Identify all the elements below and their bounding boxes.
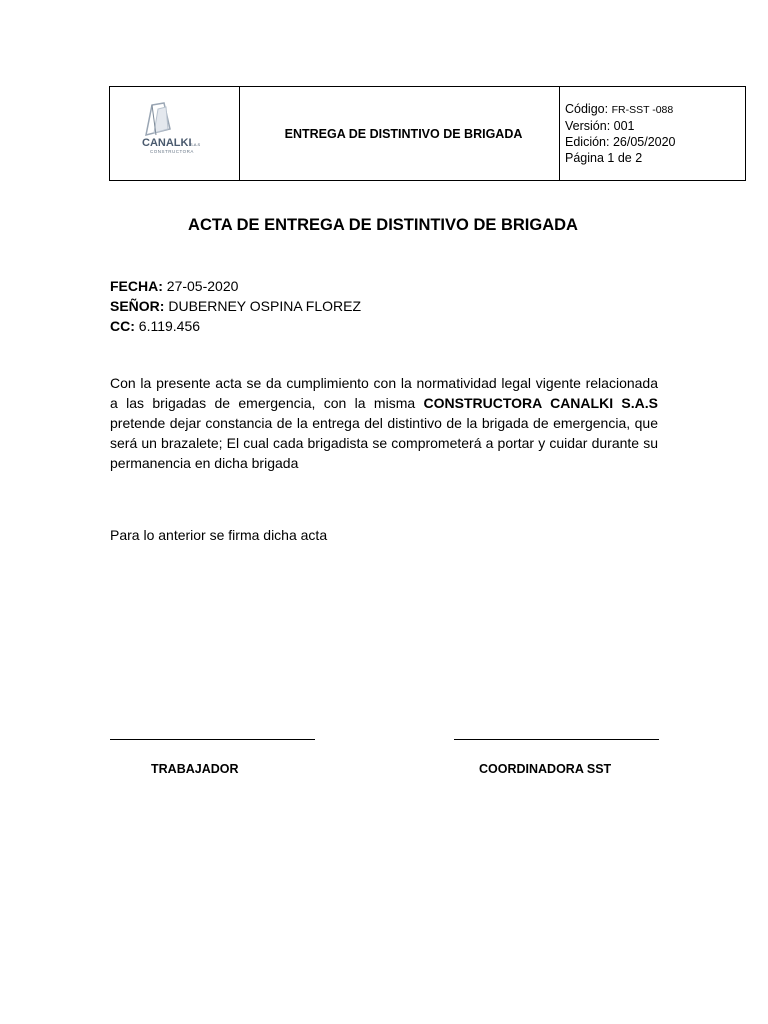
company-name: CONSTRUCTORA CANALKI S.A.S [423,395,658,411]
signature-line-coordinator [454,739,659,740]
code-line [565,101,745,118]
signature-label-coordinator: COORDINADORA SST [479,762,612,776]
senor-label: SEÑOR: [110,298,165,314]
code-label: Código: [565,102,609,116]
recipient-fields [110,276,361,336]
svg-text:S.A.S: S.A.S [190,142,201,147]
edition-line: Edición: 26/05/2020 [565,135,676,149]
closing-text: Para lo anterior se firma dicha acta [110,527,328,543]
fecha-label: FECHA: [110,278,163,294]
svg-text:CONSTRUCTORA: CONSTRUCTORA [150,149,194,154]
cc-label: CC: [110,318,135,334]
page-line: Página 1 de 2 [565,151,643,165]
header-table [109,86,746,181]
version-line: Versión: 001 [565,119,635,133]
form-title: ENTREGA DE DISTINTIVO DE BRIGADA [240,87,560,180]
cc-value: 6.119.456 [138,318,201,334]
signature-label-worker: TRABAJADOR [151,762,239,776]
cc-row [110,316,361,336]
fecha-row [110,276,361,296]
company-logo [140,99,212,159]
body-paragraph [110,373,658,473]
document-title: ACTA DE ENTREGA DE DISTINTIVO DE BRIGADA [188,216,578,234]
code-value: FR-SST -088 [611,104,674,116]
body-part1: Con la presente acta se da cumplimiento con la normatividad legal vigente relacionada a las brigadas de emergencia, con la misma [110,375,658,411]
body-part2: pretende dejar constancia de la entrega del distintivo de la brigada de emergencia, que será un brazalete; El cual cada brigadista se comprometerá a portar y cuidar durante su permanencia en dicha brigada [110,415,658,471]
senor-value: DUBERNEY OSPINA FLOREZ [168,298,362,314]
senor-row [110,296,361,316]
signature-line-worker [110,739,315,740]
fecha-value: 27-05-2020 [166,278,239,294]
logo-cell [110,87,240,180]
svg-text:CANALKI: CANALKI [142,137,192,149]
document-metadata [560,87,745,180]
